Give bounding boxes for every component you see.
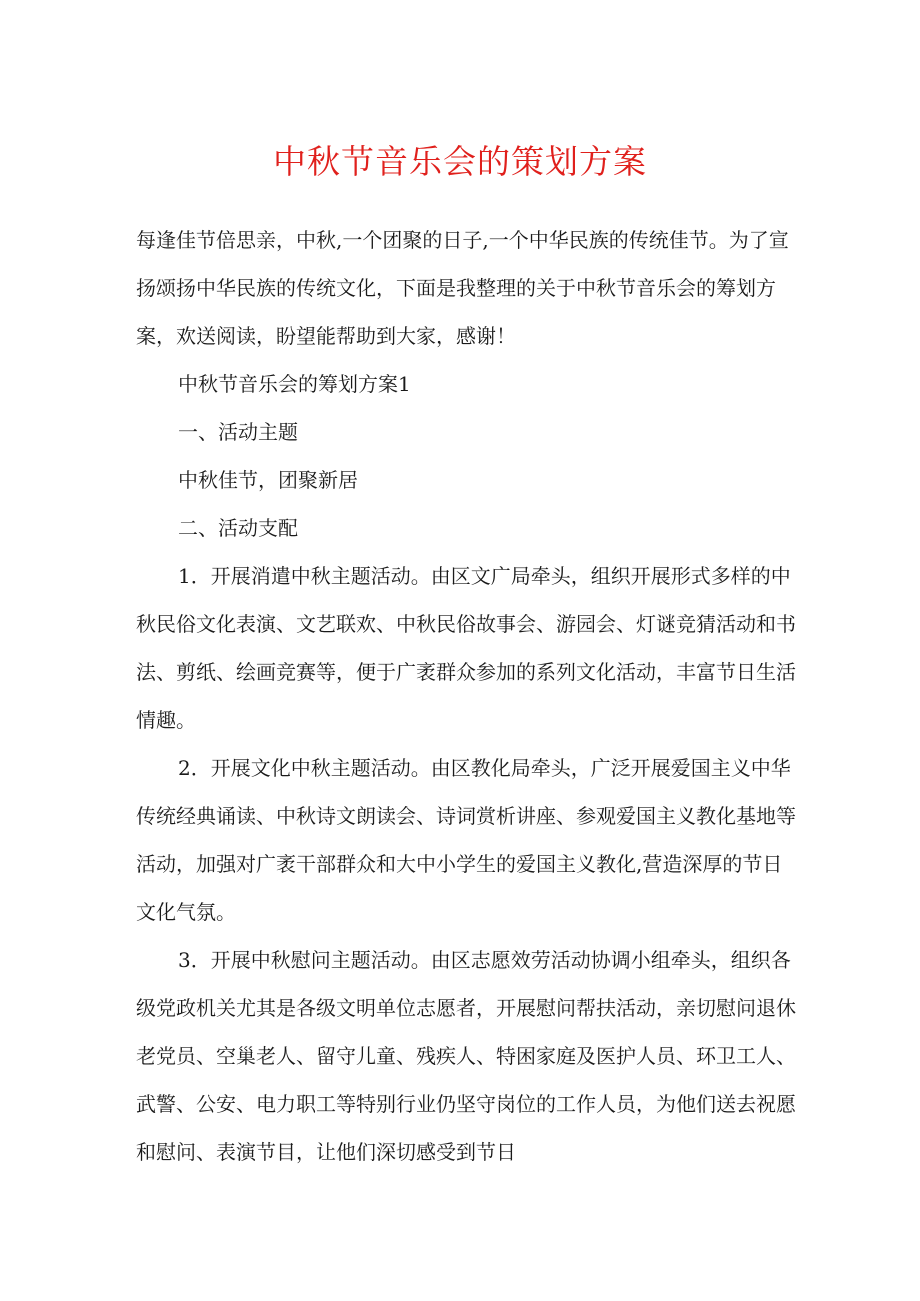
heading-activity-theme: 一、活动主题 — [178, 420, 298, 444]
section-heading-plan-1: 中秋节音乐会的筹划方案1 — [178, 372, 411, 396]
arrangement-item-3: 3．开展中秋慰问主题活动。由区志愿效劳活动协调小组牵头，组织各级党政机关尤其是各级文明单位志愿者，开展慰问帮扶活动，亲切慰问退休老党员、空巢老人、留守儿童、残疾人、特困家庭及医护人员、环卫工人、武警、公安、电力职工等特别行业仍坚守岗位的工作人员，为他们送去祝愿和慰问、表演节目，让他们深切感受到节日 — [136, 948, 796, 1164]
document-title: 中秋节音乐会的策划方案 — [273, 142, 647, 181]
intro-paragraph: 每逢佳节倍思亲，中秋,一个团聚的日子,一个中华民族的传统佳节。为了宣扬颂扬中华民族的传统文化，下面是我整理的关于中秋节音乐会的筹划方案，欢送阅读，盼望能帮助到大家，感谢！ — [136, 228, 789, 348]
heading-activity-arrangement: 二、活动支配 — [178, 516, 298, 540]
activity-theme-text: 中秋佳节，团聚新居 — [178, 468, 358, 492]
document-body — [136, 216, 796, 1176]
arrangement-item-2: 2．开展文化中秋主题活动。由区教化局牵头，广泛开展爱国主义中华传统经典诵读、中秋诗文朗读会、诗词赏析讲座、参观爱国主义教化基地等活动，加强对广袤干部群众和大中小学生的爱国主义教化,营造深厚的节日文化气氛。 — [136, 756, 796, 924]
arrangement-item-1: 1．开展消遣中秋主题活动。由区文广局牵头，组织开展形式多样的中秋民俗文化表演、文艺联欢、中秋民俗故事会、游园会、灯谜竞猜活动和书法、剪纸、绘画竞赛等，便于广袤群众参加的系列文化活动，丰富节日生活情趣。 — [136, 564, 796, 732]
